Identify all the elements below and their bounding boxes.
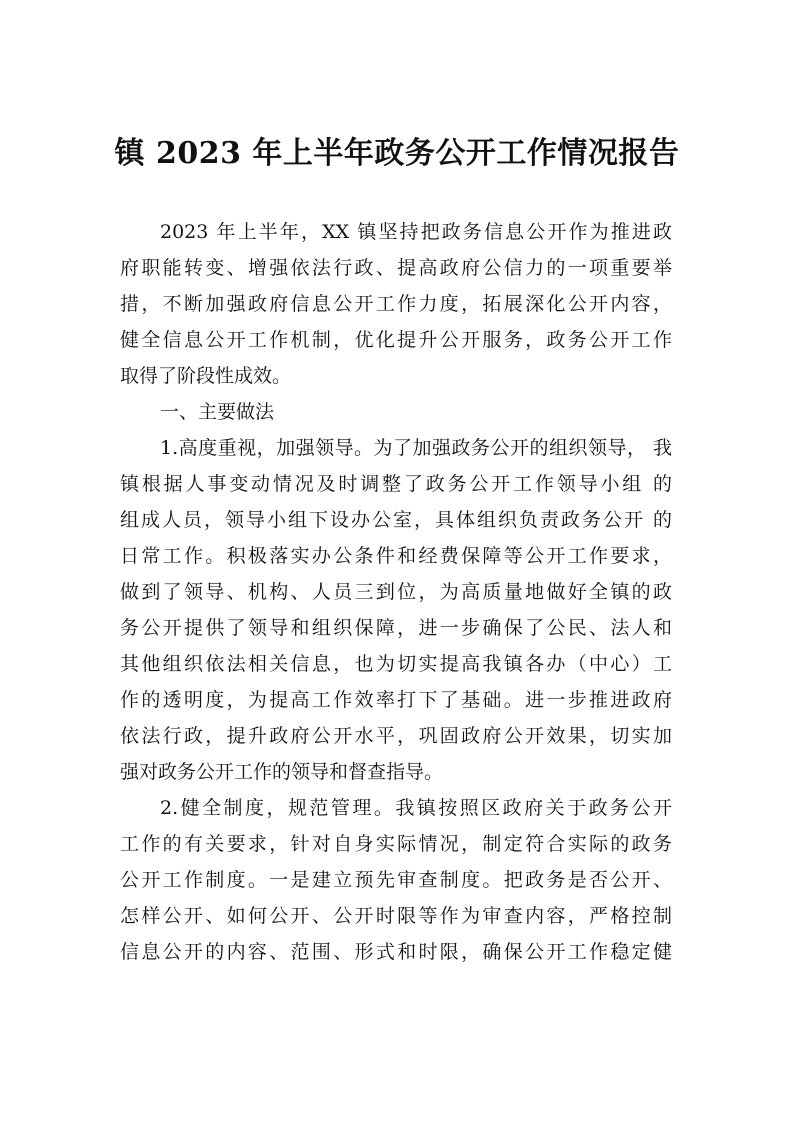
paragraph-line: 依法行政，提升政府公开水平，巩固政府公开效果，切实加 [120, 725, 672, 747]
paragraph-line: 作的透明度，为提高工作效率打下了基础。进一步推进政府 [120, 689, 672, 711]
paragraph-line: 2023 年上半年，XX 镇坚持把政务信息公开作为推进政 [160, 221, 672, 243]
paragraph-line: 怎样公开、如何公开、公开时限等作为审查内容，严格控制 [120, 905, 672, 927]
paragraph-line: 2.健全制度，规范管理。我镇按照区政府关于政务公开 [160, 797, 672, 819]
paragraph-line: 健全信息公开工作机制，优化提升公开服务，政务公开工作 [120, 329, 672, 351]
paragraph-line: 日常工作。积极落实办公条件和经费保障等公开工作要求， [120, 545, 672, 567]
section-heading: 一、主要做法 [160, 401, 275, 423]
paragraph-line: 工作的有关要求，针对自身实际情况，制定符合实际的政务 [120, 833, 672, 855]
paragraph-line: 公开工作制度。一是建立预先审查制度。把政务是否公开、 [120, 869, 672, 891]
paragraph-line: 做到了领导、机构、人员三到位，为高质量地做好全镇的政 [120, 581, 672, 603]
paragraph-line: 强对政务公开工作的领导和督查指导。 [120, 761, 444, 783]
paragraph-line: 措，不断加强政府信息公开工作力度，拓展深化公开内容， [120, 293, 672, 315]
document-title: 镇 2023 年上半年政务公开工作情况报告 [114, 136, 680, 171]
paragraph-line: 组成人员，领导小组下设办公室，具体组织负责政务公开 的 [120, 509, 672, 531]
paragraph-line: 信息公开的内容、范围、形式和时限，确保公开工作稳定健 [120, 941, 672, 963]
paragraph-line: 务公开提供了领导和组织保障，进一步确保了公民、法人和 [120, 617, 672, 639]
paragraph-line: 其他组织依法相关信息，也为切实提高我镇各办（中心）工 [120, 653, 672, 675]
paragraph-line: 府职能转变、增强依法行政、提高政府公信力的一项重要举 [120, 257, 672, 279]
paragraph-line: 1.高度重视，加强领导。为了加强政务公开的组织领导， 我 [160, 437, 672, 459]
paragraph-line: 镇根据人事变动情况及时调整了政务公开工作领导小组 的 [120, 473, 672, 495]
paragraph-line: 取得了阶段性成效。 [120, 365, 292, 387]
